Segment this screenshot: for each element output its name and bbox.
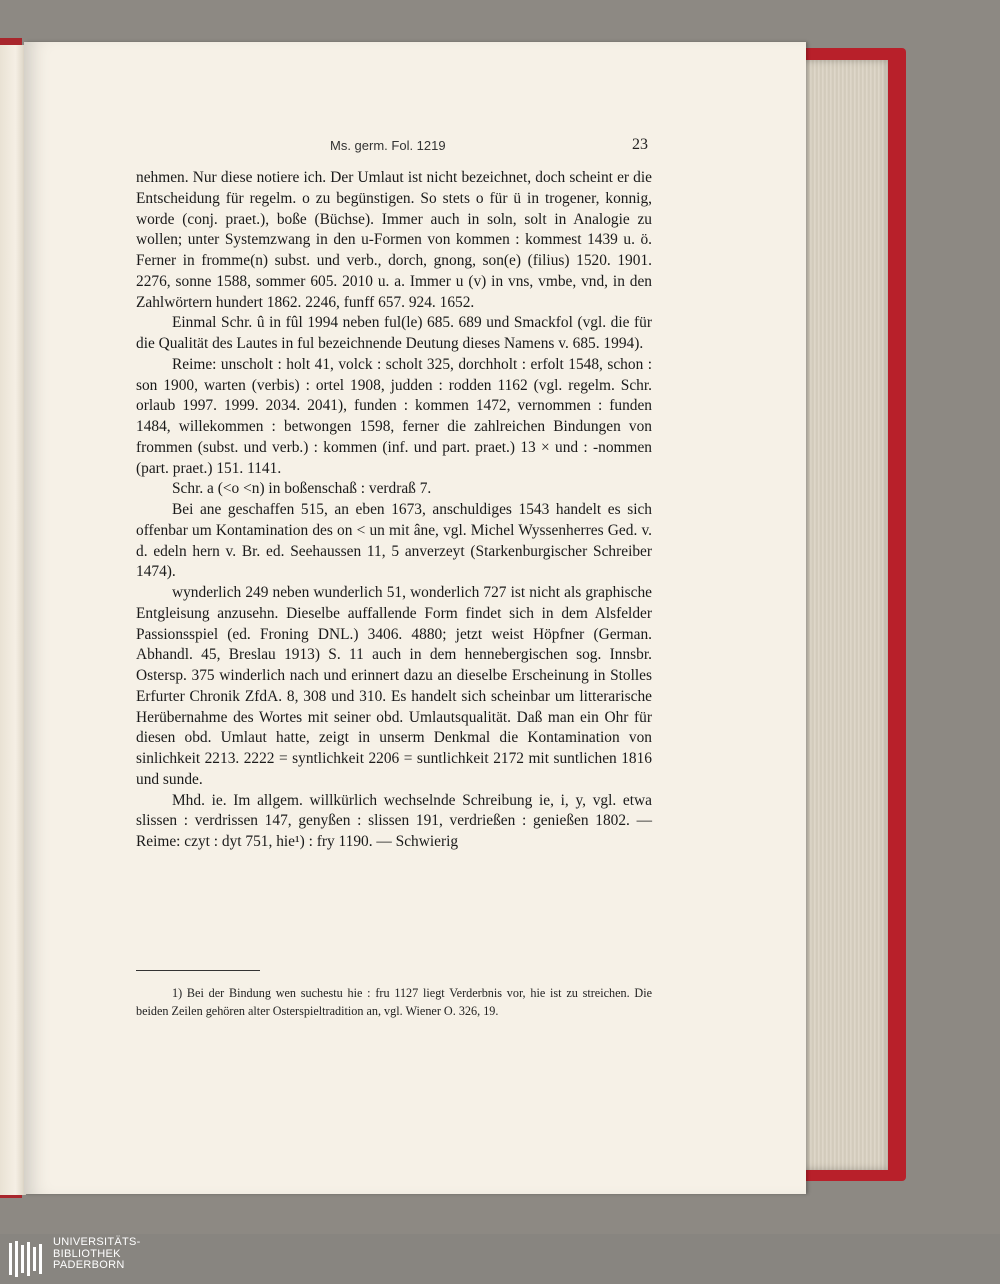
paragraph: Reime: unscholt : holt 41, volck : scholt 325, dorchholt : erfolt 1548, schon : son 1900, warten (verbis) : ortel 1908, judden : rodden 1162 (vgl. regelm. Schr. orlaub 1997. 1999. 2034. 2041), funden : kommen 1472, vernommen : funden 1484, willekommen : betwongen 1598, ferner die zahlreichen Bindungen von frommen (subst. und verb.) : kommen (inf. und part. praet.) 13 × und : -nommen (part. praet.) 151. 1141. — [136, 355, 652, 477]
page-edges — [803, 60, 888, 1170]
paragraph: wynderlich 249 neben wunderlich 51, wonderlich 727 ist nicht als graphische Entgleisung anzusehn. Dieselbe auffallende Form findet sich in dem Alsfelder Passionsspiel (ed. Froning DNL.) 3406. 4880; jetzt weist Höpfner (German. Abhandl. 45, Breslau 1913) S. 11 auch in dem hennebergischen sog. Innsbr. Ostersp. 375 winderlich nach und erinnert dazu an dieselbe Erscheinung in Stolles Erfurter Chronik ZfdA. 8, 308 und 310. Es handelt sich scheinbar um litterarische Herübernahme des Wortes mit seiner obd. Umlautsqualität. Daß man ein Ohr für diesen obd. Umlaut hatte, zeigt in unserm Denkmal die Kontamination von sinlichkeit 2213. 2222 = syntlichkeit 2206 = suntlichkeit 2172 mit suntlichen 1816 und sunde. — [136, 584, 652, 788]
page-header — [0, 138, 1000, 158]
library-footer — [0, 1234, 1000, 1284]
left-page-edge — [0, 45, 26, 1195]
running-title: Ms. germ. Fol. 1219 — [330, 138, 446, 153]
footnote: 1) Bei der Bindung wen suchestu hie : fru 1127 liegt Verderbnis vor, hie ist zu streichen. Die beiden Zeilen gehören alter Osterspieltradition an, vgl. Wiener O. 326, 19. — [136, 986, 652, 1018]
paragraph: nehmen. Nur diese notiere ich. Der Umlaut ist nicht bezeichnet, doch scheint er die Entscheidung für regelm. o zu begünstigen. So stets o für ü in trogener, konnig, worde (conj. praet.), boße (Büchse). Immer auch in soln, solt in Analogie zu wollen; unter Systemzwang in den u-Formen von kommen : kommest 1439 u. ö. Ferner in fromme(n) subst. und verb., dorch, gnong, son(e) (filius) 1520. 1901. 2276, sonne 1588, sommer 605. 2010 u. a. Immer u (v) in vns, vmbe, vnd, in den Zahlwörtern hundert 1862. 2246, funff 657. 924. 1652. — [136, 169, 652, 311]
body-text — [136, 168, 652, 853]
paragraph: Schr. a (<o <n) in boßenschaß : verdraß 7. — [172, 480, 432, 498]
paragraph: Einmal Schr. û in fûl 1994 neben ful(le) 685. 689 und Smackfol (vgl. die für die Qualität des Lautes in ful bezeichnende Deutung dieses Namens v. 685. 1994). — [136, 314, 652, 352]
logo-line: PADERBORN — [53, 1259, 125, 1271]
footnote-rule — [136, 970, 260, 971]
library-logo-text — [53, 1237, 141, 1272]
logo-line: UNIVERSITÄTS- — [53, 1236, 141, 1248]
library-logo-icon — [7, 1239, 47, 1279]
paragraph: Bei ane geschaffen 515, an eben 1673, anschuldiges 1543 handelt es sich offenbar um Kontamination des on < un mit âne, vgl. Michel Wyssenherres Ged. v. d. edeln hern v. Br. ed. Seehaussen 11, 5 anverzeyt (Starkenburgischer Schreiber 1474). — [136, 501, 652, 581]
page-number: 23 — [632, 136, 648, 153]
logo-line: BIBLIOTHEK — [53, 1247, 121, 1260]
paragraph: Mhd. ie. Im allgem. willkürlich wechselnde Schreibung ie, i, y, vgl. etwa slissen : verdrissen 147, genyßen : slissen 191, verdrießen : genießen 1802. — Reime: czyt : dyt 751, hie¹) : fry 1190. — Schwierig — [136, 791, 652, 850]
